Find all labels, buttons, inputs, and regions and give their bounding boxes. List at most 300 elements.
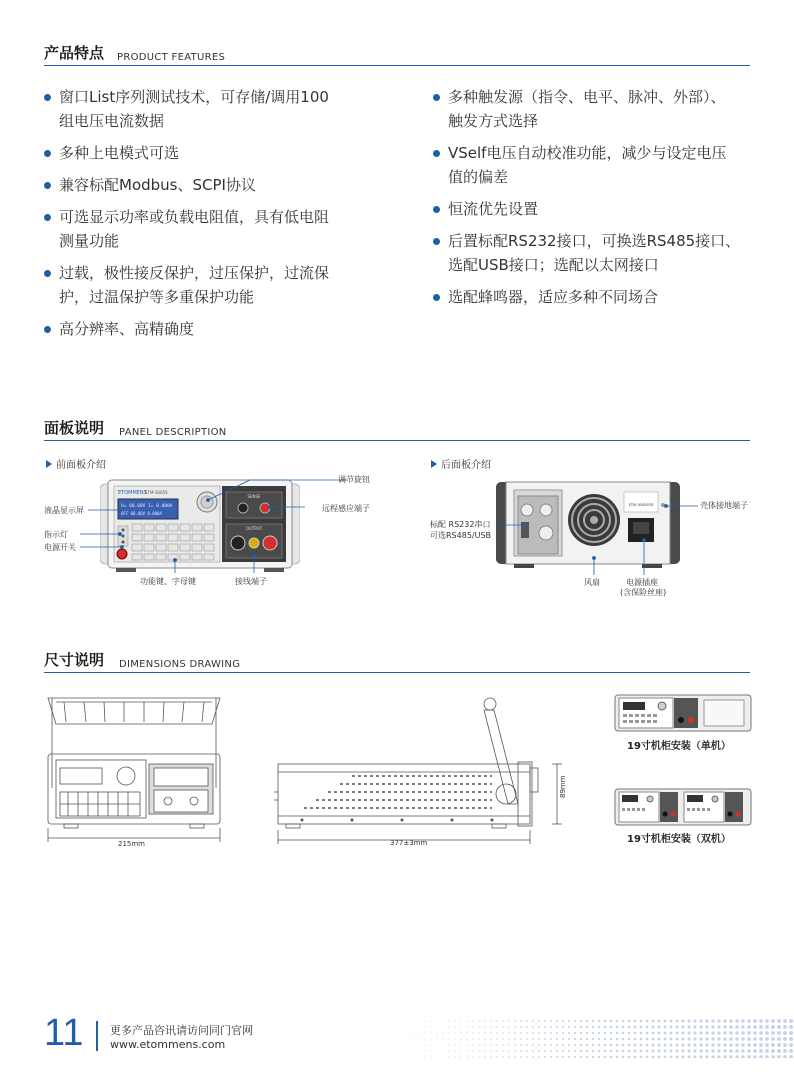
halftone-dot <box>675 1049 678 1052</box>
feature-item: 兼容标配Modbus、SCPI协议 <box>44 173 394 197</box>
halftone-dot <box>556 1050 558 1052</box>
halftone-dot <box>598 1020 600 1022</box>
halftone-dot <box>664 1020 667 1023</box>
halftone-dot <box>508 1038 510 1040</box>
halftone-dot <box>448 1020 449 1021</box>
halftone-dot <box>472 1026 473 1027</box>
halftone-dot <box>699 1019 702 1022</box>
halftone-dot <box>419 1045 420 1046</box>
halftone-dot <box>550 1032 552 1034</box>
halftone-dot <box>622 1044 625 1047</box>
halftone-dot <box>723 1037 726 1040</box>
rack-double-image <box>614 788 752 826</box>
halftone-dot <box>717 1037 720 1040</box>
halftone-dot <box>413 1057 414 1058</box>
halftone-dot <box>652 1056 655 1058</box>
halftone-dot <box>616 1050 619 1053</box>
halftone-dot <box>771 1055 775 1058</box>
halftone-dot <box>681 1055 684 1058</box>
halftone-dot <box>759 1031 763 1035</box>
feature-item: 多种触发源（指令、电平、脉冲、外部）、 触发方式选择 <box>433 85 773 133</box>
rack-single-image <box>614 694 752 732</box>
halftone-dot <box>538 1032 540 1034</box>
halftone-dot <box>419 1057 420 1058</box>
halftone-dot <box>532 1056 534 1058</box>
halftone-dot <box>747 1025 751 1029</box>
halftone-dot <box>502 1026 504 1028</box>
halftone-dot <box>532 1044 534 1046</box>
halftone-dot <box>723 1049 726 1052</box>
halftone-dot <box>490 1050 491 1051</box>
halftone-dot <box>568 1032 570 1034</box>
halftone-dot <box>747 1055 751 1058</box>
halftone-dot <box>574 1032 576 1034</box>
halftone-dot <box>454 1032 455 1033</box>
halftone-dot <box>496 1044 498 1046</box>
halftone-dot <box>544 1044 546 1046</box>
halftone-dot <box>568 1020 570 1022</box>
halftone-dot <box>460 1020 461 1021</box>
feature-item: 恒流优先设置 <box>433 197 773 221</box>
triangle-bullet-icon <box>431 460 437 468</box>
halftone-dot <box>604 1050 606 1052</box>
halftone-dot <box>735 1043 739 1047</box>
halftone-dot <box>729 1019 733 1023</box>
front-dimension-drawing <box>44 694 224 850</box>
halftone-dot <box>472 1038 473 1039</box>
label-plug-2: (含保险丝座) <box>620 588 667 597</box>
dimensions-header <box>44 651 750 673</box>
halftone-dot <box>711 1025 714 1028</box>
front-panel-subtitle: 前面板介绍 <box>46 456 106 471</box>
halftone-dot <box>526 1044 528 1046</box>
halftone-dot <box>419 1027 420 1028</box>
halftone-dot <box>425 1021 426 1022</box>
halftone-dot <box>556 1056 558 1058</box>
halftone-dot <box>460 1056 461 1057</box>
halftone-dot <box>771 1049 775 1053</box>
halftone-dot <box>550 1056 552 1058</box>
halftone-dot <box>777 1031 781 1035</box>
halftone-dot <box>592 1038 594 1040</box>
halftone-dot <box>747 1049 751 1053</box>
halftone-dot <box>508 1032 510 1034</box>
halftone-dot <box>442 1020 443 1021</box>
halftone-dot <box>735 1019 739 1023</box>
footer-divider <box>96 1021 98 1051</box>
halftone-dot <box>711 1019 714 1022</box>
halftone-dot <box>568 1038 570 1040</box>
halftone-dot <box>437 1051 438 1052</box>
halftone-dot <box>705 1037 708 1040</box>
halftone-dot <box>454 1056 455 1057</box>
halftone-dot <box>574 1044 576 1046</box>
label-knob: 调节旋钮 <box>338 475 370 484</box>
halftone-dot <box>646 1044 649 1047</box>
halftone-dot <box>562 1050 564 1052</box>
halftone-dot <box>442 1038 443 1039</box>
halftone-dot <box>699 1037 702 1040</box>
halftone-dot <box>496 1038 498 1040</box>
halftone-dot <box>664 1026 667 1029</box>
halftone-dot <box>735 1025 739 1029</box>
sense-label: SENSE <box>247 494 261 499</box>
halftone-dot <box>454 1026 455 1027</box>
halftone-dot <box>693 1019 696 1022</box>
halftone-dot <box>544 1056 546 1058</box>
halftone-dot <box>741 1043 745 1047</box>
halftone-dot <box>580 1038 582 1040</box>
halftone-dot <box>610 1038 612 1040</box>
output-label: OUTPUT <box>245 526 263 531</box>
label-power: 电源开关 <box>44 543 76 552</box>
side-dimension-drawing <box>272 692 572 852</box>
lcd-line1: U= 00.00V I= 0.000A <box>121 504 173 509</box>
features-title-en: PRODUCT FEATURES <box>117 52 226 63</box>
label-ground: 壳体接地端子 <box>700 501 748 510</box>
halftone-dot <box>610 1044 612 1046</box>
halftone-dot <box>472 1020 473 1021</box>
feature-item: 多种上电模式可选 <box>44 141 394 165</box>
halftone-dot <box>771 1037 775 1041</box>
halftone-dot <box>562 1026 564 1028</box>
halftone-dot <box>670 1020 673 1023</box>
halftone-dot <box>670 1056 673 1058</box>
halftone-dot <box>765 1055 769 1058</box>
halftone-dot <box>538 1050 540 1052</box>
halftone-dot <box>753 1043 757 1047</box>
halftone-dot <box>646 1020 649 1023</box>
halftone-dot <box>484 1020 485 1021</box>
halftone-dot <box>472 1032 473 1033</box>
feature-item: 选配蜂鸣器，适应多种不同场合 <box>433 285 773 309</box>
halftone-dot <box>490 1026 491 1027</box>
halftone-dot <box>454 1044 455 1045</box>
halftone-dot <box>753 1037 757 1041</box>
feature-item: 可选显示功率或负载电阻值，具有低电阻 测量功能 <box>44 205 394 253</box>
halftone-dot <box>622 1032 625 1035</box>
feature-item: 高分辨率、高精确度 <box>44 317 394 341</box>
halftone-dot <box>550 1044 552 1046</box>
halftone-dot <box>466 1020 467 1021</box>
halftone-dot <box>765 1031 769 1035</box>
halftone-dot <box>478 1044 479 1045</box>
dimension-width: 215mm <box>118 840 145 848</box>
halftone-dot <box>425 1027 426 1028</box>
halftone-dot <box>502 1050 504 1052</box>
halftone-dot <box>538 1044 540 1046</box>
halftone-dot <box>658 1032 661 1035</box>
halftone-dot <box>562 1044 564 1046</box>
halftone-dot <box>705 1043 708 1046</box>
halftone-dot <box>442 1050 443 1051</box>
halftone-dot <box>634 1038 637 1041</box>
halftone-dot <box>675 1055 678 1058</box>
features-header <box>44 44 750 66</box>
halftone-dot <box>425 1039 426 1040</box>
halftone-dot <box>580 1044 582 1046</box>
halftone-dot <box>711 1037 714 1040</box>
halftone-dot <box>783 1031 787 1035</box>
halftone-dot <box>765 1043 769 1047</box>
halftone-dot <box>610 1026 612 1028</box>
halftone-dot <box>664 1050 667 1053</box>
front-leader-lines <box>40 470 390 590</box>
halftone-dot <box>556 1038 558 1040</box>
halftone-dot <box>610 1020 612 1022</box>
halftone-dot <box>437 1021 438 1022</box>
halftone-dot <box>478 1026 479 1027</box>
feature-item: 后置标配RS232接口，可换选RS485接口、 选配USB接口；选配以太网接口 <box>433 229 773 277</box>
halftone-dot <box>735 1049 739 1053</box>
halftone-dot <box>514 1020 516 1022</box>
halftone-dot <box>783 1049 787 1053</box>
halftone-dot <box>604 1056 606 1058</box>
halftone-dot <box>532 1032 534 1034</box>
halftone-dot <box>687 1055 690 1058</box>
halftone-dot <box>783 1043 787 1047</box>
halftone-dot <box>658 1056 661 1058</box>
halftone-dot <box>598 1050 600 1052</box>
halftone-dot <box>598 1056 600 1058</box>
halftone-dot <box>580 1050 582 1052</box>
label-lcd: 液晶显示屏 <box>44 506 84 515</box>
halftone-dot <box>460 1026 461 1027</box>
halftone-dot <box>753 1049 757 1053</box>
halftone-dot <box>425 1033 426 1034</box>
halftone-dot <box>478 1050 479 1051</box>
halftone-dot <box>622 1050 625 1053</box>
halftone-dot <box>532 1026 534 1028</box>
halftone-dot <box>442 1032 443 1033</box>
halftone-dot <box>652 1032 655 1035</box>
halftone-dot <box>490 1032 491 1033</box>
halftone-dot <box>490 1056 491 1057</box>
halftone-dot <box>508 1020 510 1022</box>
halftone-dot <box>622 1038 625 1041</box>
halftone-dot <box>604 1038 606 1040</box>
feature-item: VSelf电压自动校准功能，减少与设定电压 值的偏差 <box>433 141 773 189</box>
halftone-dot <box>496 1056 498 1058</box>
panel-header <box>44 419 750 441</box>
halftone-dot <box>580 1026 582 1028</box>
halftone-dot <box>652 1020 655 1023</box>
halftone-dot <box>419 1051 420 1052</box>
halftone-dot <box>628 1026 631 1029</box>
halftone-dot <box>640 1026 643 1029</box>
halftone-dot <box>675 1019 678 1022</box>
halftone-dot <box>658 1044 661 1047</box>
halftone-dot <box>442 1044 443 1045</box>
halftone-dot <box>777 1037 781 1041</box>
halftone-dot <box>687 1037 690 1040</box>
halftone-dot <box>705 1055 708 1058</box>
halftone-dot <box>747 1031 751 1035</box>
halftone-dot <box>425 1045 426 1046</box>
halftone-dot <box>699 1049 702 1052</box>
features-title-cn: 产品特点 <box>44 44 105 62</box>
front-model: ETM-3005S <box>145 490 168 495</box>
halftone-dot <box>658 1026 661 1029</box>
halftone-dot <box>562 1038 564 1040</box>
halftone-dot <box>496 1032 498 1034</box>
halftone-dot <box>729 1049 733 1053</box>
rack-single-caption: 19寸机柜安装（单机） <box>627 741 731 752</box>
halftone-dot <box>466 1038 467 1039</box>
halftone-dot <box>670 1032 673 1035</box>
halftone-dot <box>556 1032 558 1034</box>
halftone-dot <box>425 1057 426 1058</box>
halftone-dot <box>532 1020 534 1022</box>
halftone-dot <box>628 1044 631 1047</box>
halftone-dot <box>723 1025 726 1028</box>
label-rs232-2: 可选RS485/USB <box>430 531 492 540</box>
halftone-dot <box>741 1031 745 1035</box>
halftone-dot <box>550 1050 552 1052</box>
halftone-dot <box>574 1038 576 1040</box>
halftone-dot <box>431 1033 432 1034</box>
halftone-dot <box>646 1026 649 1029</box>
halftone-dot <box>640 1056 643 1058</box>
halftone-dot <box>413 1027 414 1028</box>
feature-item: 过载，极性接反保护，过压保护，过流保 护，过温保护等多重保护功能 <box>44 261 394 309</box>
halftone-dot <box>777 1049 781 1053</box>
halftone-dot <box>460 1038 461 1039</box>
halftone-dot <box>693 1037 696 1040</box>
halftone-dot <box>592 1050 594 1052</box>
halftone-dot <box>478 1020 479 1021</box>
halftone-dot <box>741 1055 745 1058</box>
halftone-dot <box>789 1037 793 1041</box>
halftone-dot <box>765 1037 769 1041</box>
halftone-dot <box>681 1049 684 1052</box>
halftone-dot <box>484 1056 485 1057</box>
halftone-dot <box>568 1044 570 1046</box>
halftone-dot <box>664 1044 667 1047</box>
halftone-dot <box>526 1026 528 1028</box>
halftone-dot <box>604 1032 606 1034</box>
halftone-dot <box>753 1025 757 1029</box>
halftone-dot <box>735 1037 739 1041</box>
halftone-dot <box>437 1033 438 1034</box>
halftone-dot <box>753 1019 757 1023</box>
halftone-dot <box>556 1044 558 1046</box>
halftone-dot <box>580 1056 582 1058</box>
halftone-dot <box>592 1044 594 1046</box>
halftone-dot <box>442 1056 443 1057</box>
halftone-dot <box>717 1043 720 1046</box>
halftone-dot <box>460 1044 461 1045</box>
halftone-dot <box>544 1032 546 1034</box>
halftone-dot <box>514 1050 516 1052</box>
halftone-dot <box>490 1044 491 1045</box>
halftone-dot <box>658 1020 661 1023</box>
halftone-dot <box>628 1032 631 1035</box>
halftone-dot <box>425 1051 426 1052</box>
halftone-dot <box>681 1031 684 1034</box>
halftone-dot <box>496 1050 498 1052</box>
halftone-dot <box>538 1020 540 1022</box>
halftone-dot <box>484 1038 485 1039</box>
halftone-dot <box>699 1031 702 1034</box>
halftone-dot <box>520 1026 522 1028</box>
halftone-dot <box>520 1020 522 1022</box>
halftone-dot <box>419 1033 420 1034</box>
halftone-dot <box>586 1050 588 1052</box>
halftone-dot <box>675 1025 678 1028</box>
halftone-dot <box>681 1037 684 1040</box>
halftone-dot <box>735 1031 739 1035</box>
halftone-dot <box>771 1031 775 1035</box>
halftone-dot <box>431 1021 432 1022</box>
halftone-dot <box>413 1039 414 1040</box>
halftone-dot <box>670 1026 673 1029</box>
halftone-dot <box>616 1026 619 1029</box>
halftone-dot <box>502 1056 504 1058</box>
halftone-dot <box>634 1044 637 1047</box>
halftone-dot <box>610 1056 612 1058</box>
halftone-dot <box>520 1038 522 1040</box>
halftone-dot <box>502 1044 504 1046</box>
halftone-dot <box>496 1026 498 1028</box>
halftone-dot <box>568 1050 570 1052</box>
halftone-dot <box>586 1020 588 1022</box>
halftone-dot <box>520 1056 522 1058</box>
halftone-dot <box>634 1056 637 1058</box>
halftone-dot <box>670 1050 673 1053</box>
halftone-dot <box>687 1049 690 1052</box>
halftone-dot <box>431 1045 432 1046</box>
halftone-dot <box>747 1037 751 1041</box>
halftone-dot <box>460 1032 461 1033</box>
halftone-dot <box>496 1020 498 1022</box>
halftone-dot <box>711 1031 714 1034</box>
halftone-dot <box>789 1049 793 1053</box>
halftone-dot <box>693 1031 696 1034</box>
halftone-dot <box>675 1037 678 1040</box>
footer-url[interactable]: www.etommens.com <box>110 1038 226 1051</box>
halftone-dot <box>687 1031 690 1034</box>
halftone-dot <box>616 1032 619 1035</box>
halftone-dot <box>431 1027 432 1028</box>
halftone-dot <box>693 1043 696 1046</box>
halftone-dot <box>628 1050 631 1053</box>
halftone-dot <box>508 1026 510 1028</box>
halftone-dot <box>431 1051 432 1052</box>
halftone-dot <box>502 1020 504 1022</box>
halftone-dot <box>640 1050 643 1053</box>
halftone-dot <box>598 1032 600 1034</box>
halftone-dot <box>753 1031 757 1035</box>
halftone-dot <box>675 1031 678 1034</box>
halftone-dot <box>466 1032 467 1033</box>
halftone-dot <box>705 1049 708 1052</box>
halftone-dot <box>616 1020 619 1023</box>
halftone-dot <box>681 1025 684 1028</box>
halftone-dot <box>544 1050 546 1052</box>
halftone-dot <box>622 1020 625 1023</box>
halftone-dot <box>532 1038 534 1040</box>
halftone-dot <box>765 1019 769 1023</box>
halftone-dot <box>592 1020 594 1022</box>
halftone-dot <box>484 1026 485 1027</box>
halftone-dot <box>783 1025 787 1029</box>
halftone-dot <box>628 1056 631 1058</box>
halftone-dot <box>640 1044 643 1047</box>
halftone-dot <box>711 1049 714 1052</box>
halftone-dot <box>484 1044 485 1045</box>
feature-item: 窗口List序列测试技术，可存储/调用100 组电压电流数据 <box>44 85 394 133</box>
